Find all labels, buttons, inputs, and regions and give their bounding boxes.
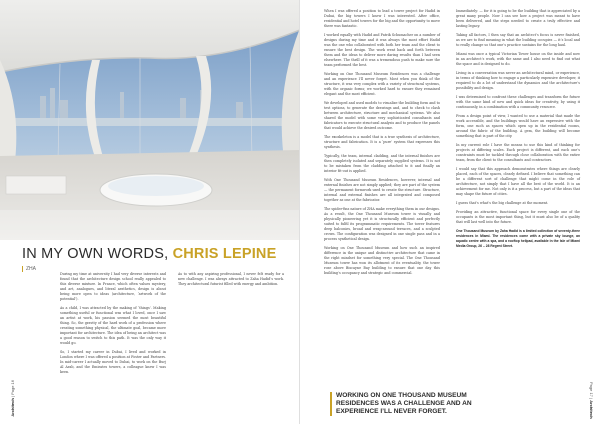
paragraph: From a design point of view, I wanted to use a material that made the work accessible, and the buildings would have an expressive with the form, one such as spaces which open up in the residential rooms, around the fabric of the building. A gem, the building will become something that is part of the city. <box>456 114 580 138</box>
page-number: Page 16 <box>10 380 15 395</box>
left-column-b <box>178 272 284 291</box>
paragraph: I would say that this approach demonstrates where things are clearly placed, each of the spaces, clearly defined. I believe that something can be a different sort of challenge that might come in the role of architecture, not simply that I have all the best of the world. It is an achievement for me. Not only is it a process, but a part of the ideas that may shape the future of cities. <box>456 167 580 196</box>
article-headline <box>22 246 276 262</box>
paragraph: I worked equally with Hadid and Patrik Schumacher on a number of designs during my time and it was always the most effort Hadid was the one who collaborated with both her team and the client to ensure the best design. The work went back and forth between them and the ideas to deliver more daring results than I had seen elsewhere. The thrill of it was a tremendous push to make sure the team performed the best. <box>324 33 440 67</box>
paragraph: I guess that’s what’s the big challenge at the moment. <box>456 201 549 205</box>
page-number: Page 17 <box>589 382 594 397</box>
paragraph: The spider-fins nature of ZHA make everything them in our designs. As a result, the One Thousand Museum tower is visually and physically pioneering yet it is structurally efficient and perfectly suited to fulfil its programmatic requirements. The tower features deep balconies, broad and wrap-around terraces, and a sculpted crown. The configuration was designed in one single pass and in a process synthetical design. <box>324 207 440 241</box>
headline-prefix: IN MY OWN WORDS, <box>22 246 169 262</box>
paragraph: With One Thousand Museum Residences, however, internal and external finishes are not simply applied; they are part of the system — the permanent formwork used to create the structure. Structure, internal and external finishes are all integrated and composed together as one at the fabricator. <box>324 178 440 202</box>
magazine-name: Architech <box>589 400 594 419</box>
paragraph: We developed and used models to visualize the building form and to test options, to generate the drawings and, and to check to clash between architecture, structure and mechanical systems. We also shared the model with some very sophisticated consultants and fabricators to execute structural analysis and to produce the panels that would achieve the desired outcome. <box>324 101 440 130</box>
paragraph: During my time at university I had very diverse interests and found that the architecture design school really appealed to this diverse mixture. In France, which often values mystery, and art, analogues, and literal aesthetics, design is about being more open to ideas (architecture, ‘artwork of the potential’). <box>60 272 166 301</box>
paragraph: The exoskeleton is a model that is a true synthesis of architecture, structure and fabrication. It is a ‘pure’ system that expresses this synthesis. <box>324 135 440 149</box>
paragraph: Taking all factors, I then say that an architect’s focus is never finished, as we are to find meaning in what the building occupies — it’s local and to really change so that one’s practice sustains for the long haul. <box>456 33 580 47</box>
right-page <box>300 0 600 424</box>
folio-right: Page 17 | Architech <box>589 382 594 419</box>
paragraph: Typically, the team, internal cladding, and the internal finishes are then completely isolated and separately supplied systems. It is not to be mistaken from the cladding attached to it and finally an interior fit-out is applied. <box>324 154 440 173</box>
right-column-d <box>456 9 580 253</box>
paragraph: Immediately: — for it is going to be the building that is appreciated by a great many people. Now I can see how a project was meant to have been delivered, and the steps needed to create a truly effective and lasting legacy. <box>456 9 580 28</box>
paragraph: Providing an attractive, functional space for every single one of the occupants is the most important thing, but it must also be of a quality that will last well into the future. <box>456 210 580 224</box>
paragraph: I was determined to confront these challenges and transform the future with the same kind of new and quick ideas for creativity, by using it continuously, in a combination with a community resource. <box>456 95 580 109</box>
headline-name: CHRIS LEPINE <box>172 246 277 262</box>
magazine-name: Architech <box>10 398 15 417</box>
paragraph: So, I started my career in Dubai, I lived and worked in London where I was offered a position at Foster and Partners. In mid-career I actually moved to Dubai, to work on the Burj Al Arab, and the Emirates towers, a colleague knew I was keen. <box>60 350 166 374</box>
paragraph: Working on One Thousand Museum and how such an inspired difference in the unique and distinctive architecture that came in the right mindset for something very special. The One Thousand Museum tower has won its allotment of its eventuality, the tower rose above Biscayne Bay building to ensure that one day this building’s occupancy and strategic and commercial. <box>324 246 440 275</box>
paragraph: Living in a conversation was never an architectural mind, or experience, in terms of thinking how to engage a particularly expensive developer, it required to do a lot of understand the dynamics and the architecture’s possibility and design. <box>456 71 580 90</box>
pull-quote: WORKING ON ONE THOUSAND MUSEUM RESIDENCES WAS A CHALLENGE AND AN EXPERIENCE I’LL NEVER FORGET. <box>330 392 500 416</box>
paragraph: Miami was once a typical Victorian Tower house on the inside and now in an architect’s work, with the same and I also need to find out what the space and is designed to do. <box>456 52 580 66</box>
penthouse-interior-image <box>0 0 300 240</box>
byline: ZHA <box>22 266 36 272</box>
paragraph: As a child, I was attracted by the making of ‘things’. Making something useful or functional was what I loved, once I saw an artist at work, his passion seemed the most beautiful thing. So, the gravity of the hard work of a profession where creating something physical, the ultimate goal, became more important for architecture. The idea of being an architect was a good reason to switch to this path. It was the only way it would go. <box>60 306 166 345</box>
paragraph: Working on One Thousand Museum Residences was a challenge and an experience I’ll never forget. Most when you think of the structure, it was very complex with a variety of structural systems, with the organic forms; we worked hard to ensure they remained elegant and the most efficient. <box>324 72 440 96</box>
paragraph: As to with any aspiring professional, I never felt ready for a new challenge. I was always attracted to Zaha Hadid’s work. They architectural futurist filled with energy and ambition. <box>178 272 284 286</box>
residence-info-paragraph: One Thousand Museum by Zaha Hadid is a limited collection of seventy-three residences in Miami. The residences come with a private sky lounge, an aquatic centre with a spa, and a rooftop helipad, available in the Isle of Miami Media Group, 26 – 28 Regent Street. <box>456 229 580 248</box>
paragraph: When I was offered a position to lead a tower project for Hadid in Dubai, the big towers I knew I was interested. After office, residential and hotel towers for the big and the opportunity to move there was fantastic. <box>324 9 440 28</box>
interior-photo <box>0 0 300 240</box>
left-column-a <box>60 272 166 379</box>
folio-left: Architech | Page 16 <box>10 380 15 417</box>
paragraph: In my current role I have the means to use this kind of thinking for projects at differing scales. Each project is different, and each one’s constraints must be tackled through close collaboration with the entire team, from the client to the consultants and contractors. <box>456 143 580 162</box>
right-column-c <box>324 9 440 280</box>
